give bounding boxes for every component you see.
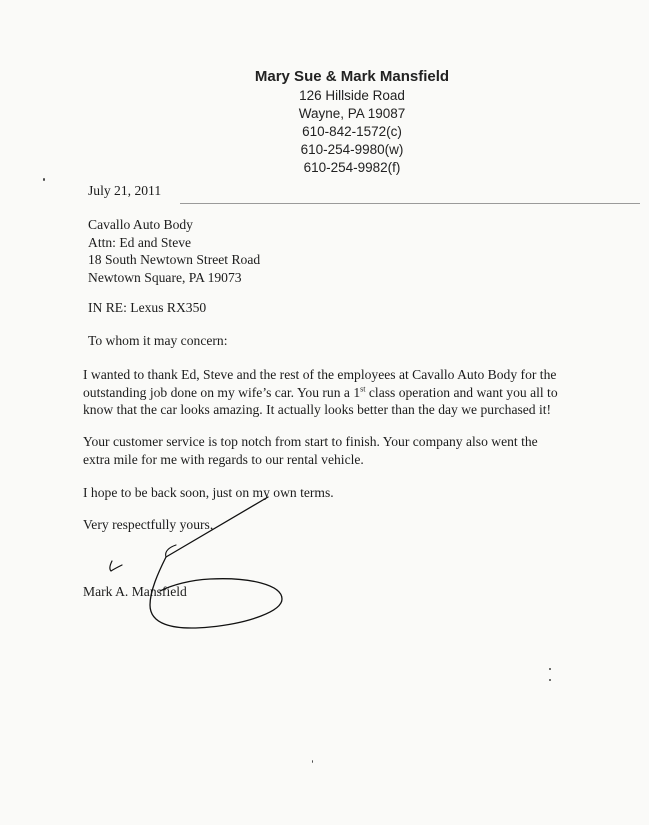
letterhead-phone-cell: 610-842-1572(c) [302, 124, 402, 139]
letter-date: July 21, 2011 [88, 183, 162, 198]
handwritten-signature [100, 495, 300, 635]
re-line: IN RE: Lexus RX350 [88, 300, 207, 315]
paragraph-line-part: outstanding job done on my wife’s car. You run a 1 [83, 384, 361, 400]
paragraph-line: extra mile for me with regards to our rental vehicle. [83, 451, 364, 467]
letterhead-name: Mary Sue & Mark Mansfield [254, 68, 450, 85]
paper-speck [312, 760, 313, 763]
letterhead [200, 67, 504, 177]
letterhead-divider [180, 203, 640, 204]
salutation: To whom it may concern: [88, 333, 228, 348]
letterhead-street: 126 Hillside Road [299, 88, 405, 103]
letterhead-city-state: Wayne, PA 19087 [298, 106, 406, 121]
paragraph-line [83, 384, 558, 402]
recipient-city-state: Newtown Square, PA 19073 [88, 269, 242, 285]
ordinal-superscript: st [360, 383, 366, 393]
paragraph-service [83, 433, 538, 468]
paragraph-return: I hope to be back soon, just on my own terms. [83, 485, 334, 500]
paper-speck [549, 679, 551, 681]
paragraph-line-part: class operation and want you all to [365, 384, 558, 400]
recipient-address [88, 216, 260, 286]
paragraph-thanks [83, 366, 558, 419]
complimentary-close: Very respectfully yours, [83, 517, 214, 532]
paragraph-line: Your customer service is top notch from start to finish. Your company also went the [83, 434, 538, 449]
paper-speck [549, 668, 551, 670]
signer-name: Mark A. Mansfield [83, 584, 187, 599]
recipient-company: Cavallo Auto Body [88, 217, 193, 232]
paragraph-line: know that the car looks amazing. It actually looks better than the day we purchased it! [83, 402, 552, 417]
paragraph-line: I wanted to thank Ed, Steve and the rest of the employees at Cavallo Auto Body for the [83, 367, 557, 382]
letterhead-phone-work: 610-254-9980(w) [300, 142, 404, 157]
letterhead-fax: 610-254-9982(f) [303, 160, 401, 175]
recipient-attn: Attn: Ed and Steve [88, 234, 192, 250]
paper-speck [43, 178, 45, 181]
recipient-street: 18 South Newtown Street Road [88, 252, 261, 267]
